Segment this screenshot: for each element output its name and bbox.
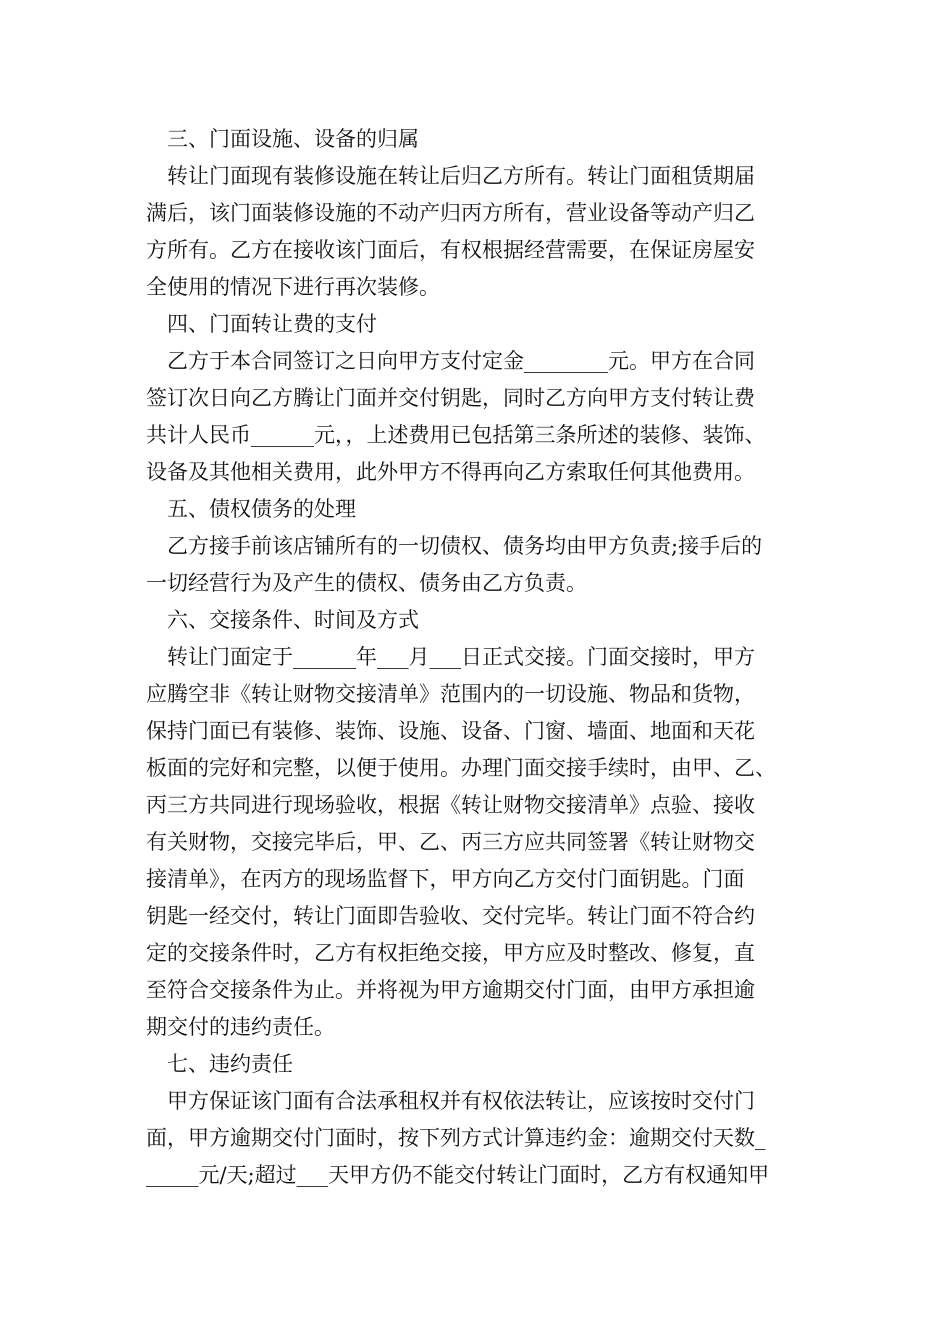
- section-paragraph: [146, 158, 814, 306]
- paragraph-line: 接清单》，在丙方的现场监督下，甲方向乙方交付门面钥匙。门面: [146, 867, 745, 891]
- section-4: [146, 306, 814, 491]
- paragraph-line: 保持门面已有装修、装饰、设施、设备、门窗、墙面、地面和天花: [146, 719, 755, 743]
- paragraph-line: 丙三方共同进行现场验收，根据《转让财物交接清单》点验、接收: [146, 793, 755, 817]
- paragraph-line: 定的交接条件时，乙方有权拒绝交接，甲方应及时整改、修复，直: [146, 941, 755, 965]
- paragraph-line: 钥匙一经交付，转让门面即告验收、交付完毕。转让门面不符合约: [146, 904, 755, 928]
- paragraph-line: 转让门面定于______年___月___日正式交接。门面交接时，甲方: [167, 645, 755, 669]
- document-body: [146, 121, 814, 1194]
- paragraph-line: 乙方于本合同签订之日向甲方支付定金________元。甲方在合同: [167, 349, 755, 373]
- paragraph-line: 共计人民币______元，，上述费用已包括第三条所述的装修、装饰、: [146, 423, 766, 447]
- paragraph-line: 转让门面现有装修设施在转让后归乙方所有。转让门面租赁期届: [167, 164, 755, 188]
- paragraph-line: 满后，该门面装修设施的不动产归丙方所有，营业设备等动产归乙: [146, 201, 755, 225]
- paragraph-line: 全使用的情况下进行再次装修。: [146, 275, 440, 299]
- paragraph-line: 板面的完好和完整，以便于使用。办理门面交接手续时，由甲、乙、: [146, 756, 776, 780]
- paragraph-line: 面，甲方逾期交付门面时，按下列方式计算违约金：逾期交付天数_: [146, 1126, 766, 1150]
- section-heading: 四、门面转让费的支付: [167, 312, 377, 336]
- section-3: [146, 121, 814, 306]
- paragraph-line: 应腾空非《转让财物交接清单》范围内的一切设施、物品和货物，: [146, 682, 755, 706]
- paragraph-line: 签订次日向乙方腾让门面并交付钥匙，同时乙方向甲方支付转让费: [146, 386, 755, 410]
- section-5: [146, 491, 814, 602]
- paragraph-line: 期交付的违约责任。: [146, 1015, 335, 1039]
- paragraph-line: 设备及其他相关费用，此外甲方不得再向乙方索取任何其他费用。: [146, 460, 755, 484]
- paragraph-line: 一切经营行为及产生的债权、债务由乙方负责。: [146, 571, 587, 595]
- section-paragraph: [146, 1083, 814, 1194]
- section-paragraph: [146, 528, 814, 602]
- section-6: [146, 602, 814, 1046]
- section-paragraph: [146, 639, 814, 1046]
- paragraph-line: 甲方保证该门面有合法承租权并有权依法转让，应该按时交付门: [167, 1089, 755, 1113]
- paragraph-line: 有关财物，交接完毕后，甲、乙、丙三方应共同签署《转让财物交: [146, 830, 755, 854]
- paragraph-line: 乙方接手前该店铺所有的一切债权、债务均由甲方负责;接手后的: [167, 534, 763, 558]
- section-7: [146, 1046, 814, 1194]
- section-heading: 六、交接条件、时间及方式: [167, 608, 419, 632]
- paragraph-line: 方所有。乙方在接收该门面后，有权根据经营需要，在保证房屋安: [146, 238, 755, 262]
- paragraph-line: 至符合交接条件为止。并将视为甲方逾期交付门面，由甲方承担逾: [146, 978, 755, 1002]
- section-heading: 七、违约责任: [167, 1052, 293, 1076]
- paragraph-line: _____元/天;超过___天甲方仍不能交付转让门面时，乙方有权通知甲: [146, 1163, 770, 1187]
- section-paragraph: [146, 343, 814, 491]
- section-heading: 三、门面设施、设备的归属: [167, 127, 419, 151]
- section-heading: 五、债权债务的处理: [167, 497, 356, 521]
